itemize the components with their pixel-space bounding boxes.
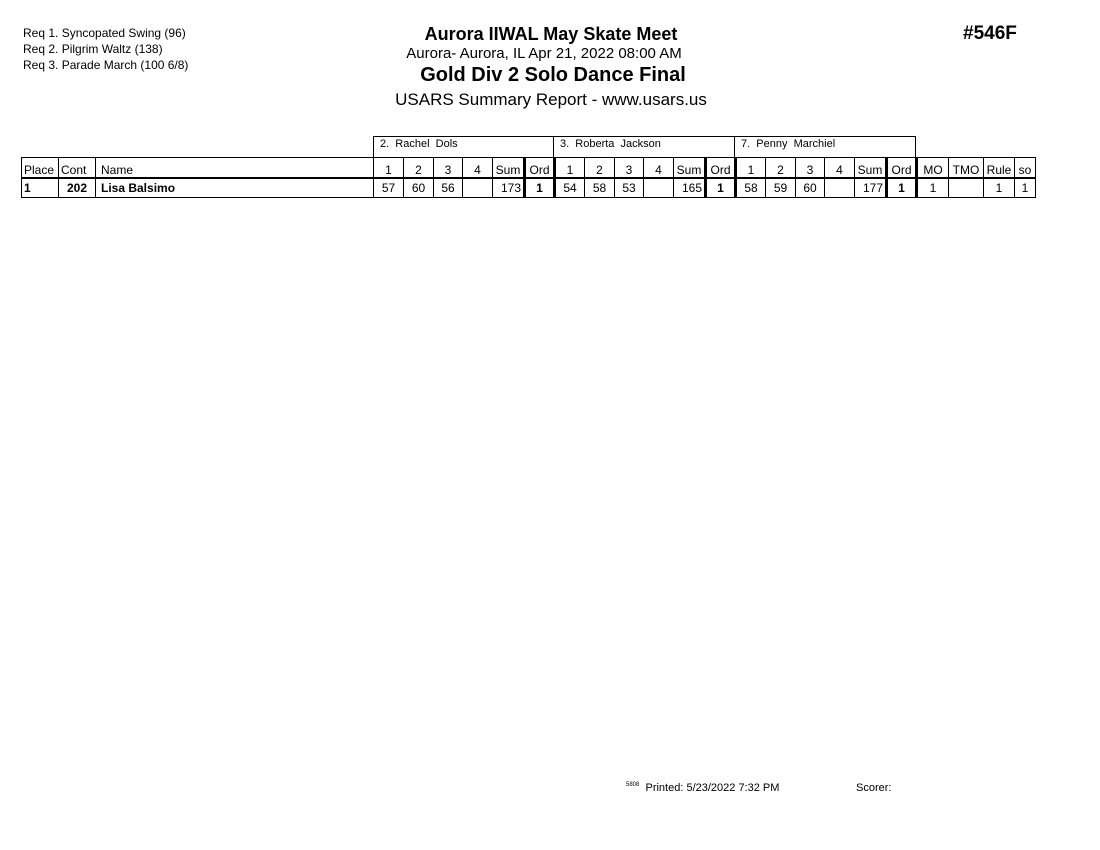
col-j1-score2: 2 bbox=[404, 158, 434, 178]
report-title: USARS Summary Report - www.usars.us bbox=[395, 90, 707, 109]
col-tmo: TMO bbox=[949, 158, 984, 178]
cell-j1-ord: 1 bbox=[525, 178, 555, 198]
col-j2-score1: 1 bbox=[555, 158, 585, 178]
col-j3-score2: 2 bbox=[766, 158, 796, 178]
cell-j1-score1: 57 bbox=[374, 178, 404, 198]
cell-rule: 1 bbox=[984, 178, 1015, 198]
col-j3-ord: Ord bbox=[887, 158, 917, 178]
col-j2-ord: Ord bbox=[706, 158, 736, 178]
cell-j2-score1: 54 bbox=[555, 178, 585, 198]
col-j1-ord: Ord bbox=[525, 158, 555, 178]
col-j3-sum: Sum bbox=[855, 158, 887, 178]
col-j1-sum: Sum bbox=[493, 158, 525, 178]
judge-name: 2. Rachel Dols bbox=[380, 138, 458, 150]
col-j3-score1: 1 bbox=[736, 158, 766, 178]
col-mo: MO bbox=[917, 158, 949, 178]
col-j2-score3: 3 bbox=[615, 158, 644, 178]
cell-j2-ord: 1 bbox=[706, 178, 736, 198]
footer-scorer: Scorer: bbox=[856, 782, 892, 794]
cell-j3-score3: 60 bbox=[796, 178, 825, 198]
cell-j1-score4 bbox=[463, 178, 493, 198]
table-header-row bbox=[22, 158, 1036, 178]
cell-j3-ord: 1 bbox=[887, 178, 917, 198]
col-j3-score4: 4 bbox=[825, 158, 855, 178]
table-row bbox=[22, 178, 1036, 198]
cell-j1-score3: 56 bbox=[434, 178, 463, 198]
col-rule: Rule bbox=[984, 158, 1015, 178]
cell-j2-score2: 58 bbox=[585, 178, 615, 198]
cell-name: Lisa Balsimo bbox=[96, 178, 374, 198]
cell-j3-score1: 58 bbox=[736, 178, 766, 198]
cell-j1-score2: 60 bbox=[404, 178, 434, 198]
footer-code: 5808 bbox=[626, 782, 640, 788]
col-j1-score3: 3 bbox=[434, 158, 463, 178]
cell-j2-score4 bbox=[644, 178, 674, 198]
col-j1-score4: 4 bbox=[463, 158, 493, 178]
cell-j3-score2: 59 bbox=[766, 178, 796, 198]
col-j3-score3: 3 bbox=[796, 158, 825, 178]
col-j2-score4: 4 bbox=[644, 158, 674, 178]
cell-so: 1 bbox=[1015, 178, 1036, 198]
cell-j2-score3: 53 bbox=[615, 178, 644, 198]
judge-header-2 bbox=[553, 136, 735, 157]
event-number: #546F bbox=[963, 23, 1017, 44]
score-table bbox=[21, 157, 1036, 198]
event-title: Gold Div 2 Solo Dance Final bbox=[420, 64, 686, 86]
col-name: Name bbox=[96, 158, 374, 178]
cell-mo: 1 bbox=[917, 178, 949, 198]
judge-name: 3. Roberta Jackson bbox=[560, 138, 661, 150]
requirement-3: Req 3. Parade March (100 6/8) bbox=[23, 58, 189, 72]
col-place: Place bbox=[22, 158, 59, 178]
printed-timestamp: Printed: 5/23/2022 7:32 PM bbox=[645, 782, 780, 794]
judge-header-1 bbox=[373, 136, 554, 157]
meet-location-date: Aurora- Aurora, IL Apr 21, 2022 08:00 AM bbox=[406, 45, 682, 62]
requirement-1: Req 1. Syncopated Swing (96) bbox=[23, 26, 186, 40]
cell-cont: 202 bbox=[59, 178, 96, 198]
cell-j3-sum: 177 bbox=[855, 178, 887, 198]
cell-j2-sum: 165 bbox=[674, 178, 706, 198]
col-j1-score1: 1 bbox=[374, 158, 404, 178]
col-cont: Cont bbox=[59, 158, 96, 178]
judge-name: 7. Penny Marchiel bbox=[741, 138, 836, 150]
cell-place: 1 bbox=[22, 178, 59, 198]
cell-tmo bbox=[949, 178, 984, 198]
cell-j3-score4 bbox=[825, 178, 855, 198]
footer-printed bbox=[626, 782, 779, 794]
col-j2-score2: 2 bbox=[585, 158, 615, 178]
col-j2-sum: Sum bbox=[674, 158, 706, 178]
cell-j1-sum: 173 bbox=[493, 178, 525, 198]
meet-title: Aurora IIWAL May Skate Meet bbox=[424, 24, 678, 44]
judge-header-3 bbox=[734, 136, 916, 157]
requirement-2: Req 2. Pilgrim Waltz (138) bbox=[23, 42, 163, 56]
col-so: so bbox=[1015, 158, 1036, 178]
